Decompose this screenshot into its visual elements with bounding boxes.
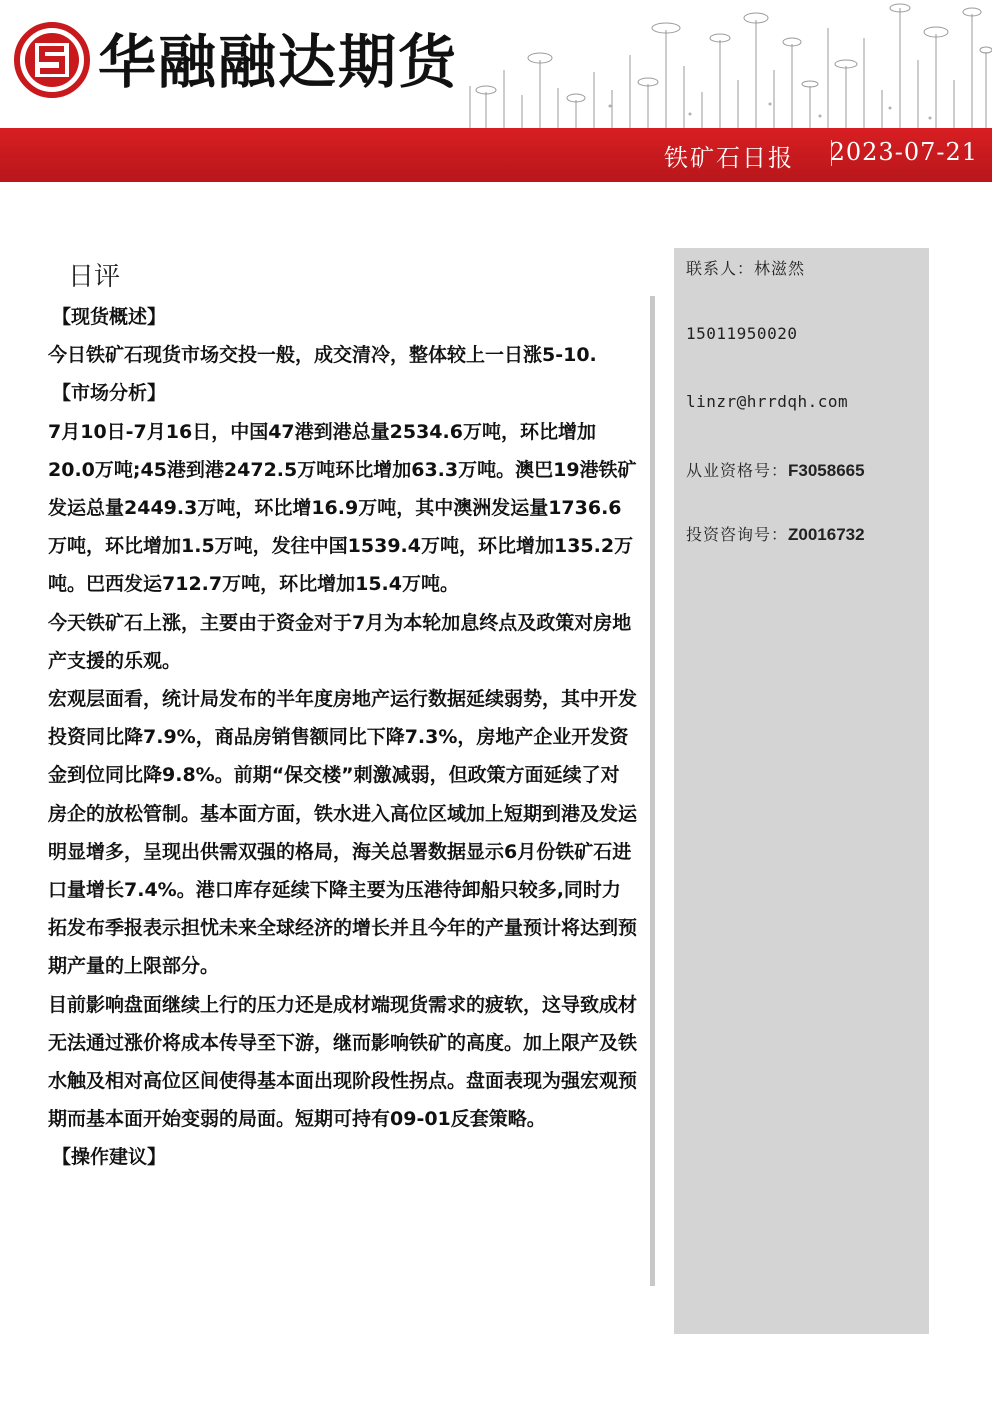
consult-number — [686, 522, 865, 545]
body-paragraph: 7月10日-7月16日，中国47港到港总量2534.6万吨，环比增加20.0万吨;45港到港2472.5万吨环比增加63.3万吨。澳巴19港铁矿发运总量2449.3万吨，环比增16.9万吨，其中澳洲发运量1736.6万吨，环比增加1.5万吨，发往中国1539.4万吨，环比增加135.2万吨。巴西发运712.7万吨，环比增加15.4万吨。 — [48, 420, 637, 596]
report-body — [48, 298, 638, 1177]
body-paragraph: 今日铁矿石现货市场交投一般，成交清冷，整体较上一日涨5-10. — [48, 344, 597, 367]
consult-label: 投资咨询号： — [686, 525, 789, 544]
body-paragraph: 今天铁矿石上涨，主要由于资金对于7月为本轮加息终点及政策对房地产支援的乐观。 — [48, 611, 632, 672]
contact-person-label: 联系人： — [686, 259, 755, 278]
brand-name: 华融融达期货 — [98, 28, 459, 96]
contact-phone: 15011950020 — [686, 324, 798, 343]
qualification-value: F3058665 — [788, 461, 865, 480]
contact-email: linzr@hrrdqh.com — [686, 392, 849, 411]
company-logo-icon — [14, 22, 90, 98]
body-paragraph: 目前影响盘面继续上行的压力还是成材端现货需求的疲软，这导致成材无法通过涨价将成本传导至下游，继而影响铁矿的高度。加上限产及铁水触及相对高位区间使得基本面出现阶段性拐点。盘面表现为强宏观预期而基本面开始变弱的局面。短期可持有09-01反套策略。 — [48, 993, 638, 1131]
contact-panel — [674, 248, 929, 1334]
body-paragraph: 宏观层面看，统计局发布的半年度房地产运行数据延续弱势，其中开发投资同比降7.9%，商品房销售额同比下降7.3%，房地产企业开发资金到位同比降9.8%。前期“保交楼”刺激减弱，但政策方面延续了对房企的放松管制。基本面方面，铁水进入高位区域加上短期到港及发运明显增多，呈现出供需双强的格局，海关总署数据显示6月份铁矿石进口量增长7.4%。港口库存延续下降主要为压港待卸船只较多,同时力拓发布季报表示担忧未来全球经济的增长并且今年的产量预计将达到预期产量的上限部分。 — [48, 688, 638, 978]
report-banner — [0, 128, 992, 182]
section-heading: 【现货概述】 — [52, 306, 167, 328]
report-date: 2023-07-21 — [829, 138, 978, 166]
section-heading: 【市场分析】 — [52, 382, 167, 405]
decorative-lines-graphic — [460, 0, 992, 128]
contact-person-name: 林滋然 — [754, 259, 806, 278]
section-title: 日评 — [68, 262, 121, 292]
report-title: 铁矿石日报 — [664, 144, 794, 172]
qualification-number — [686, 458, 865, 481]
qualification-label: 从业资格号： — [686, 461, 789, 480]
section-heading: 【操作建议】 — [52, 1146, 167, 1169]
contact-person — [686, 256, 805, 279]
consult-value: Z0016732 — [788, 525, 865, 544]
content-divider — [650, 296, 655, 1286]
